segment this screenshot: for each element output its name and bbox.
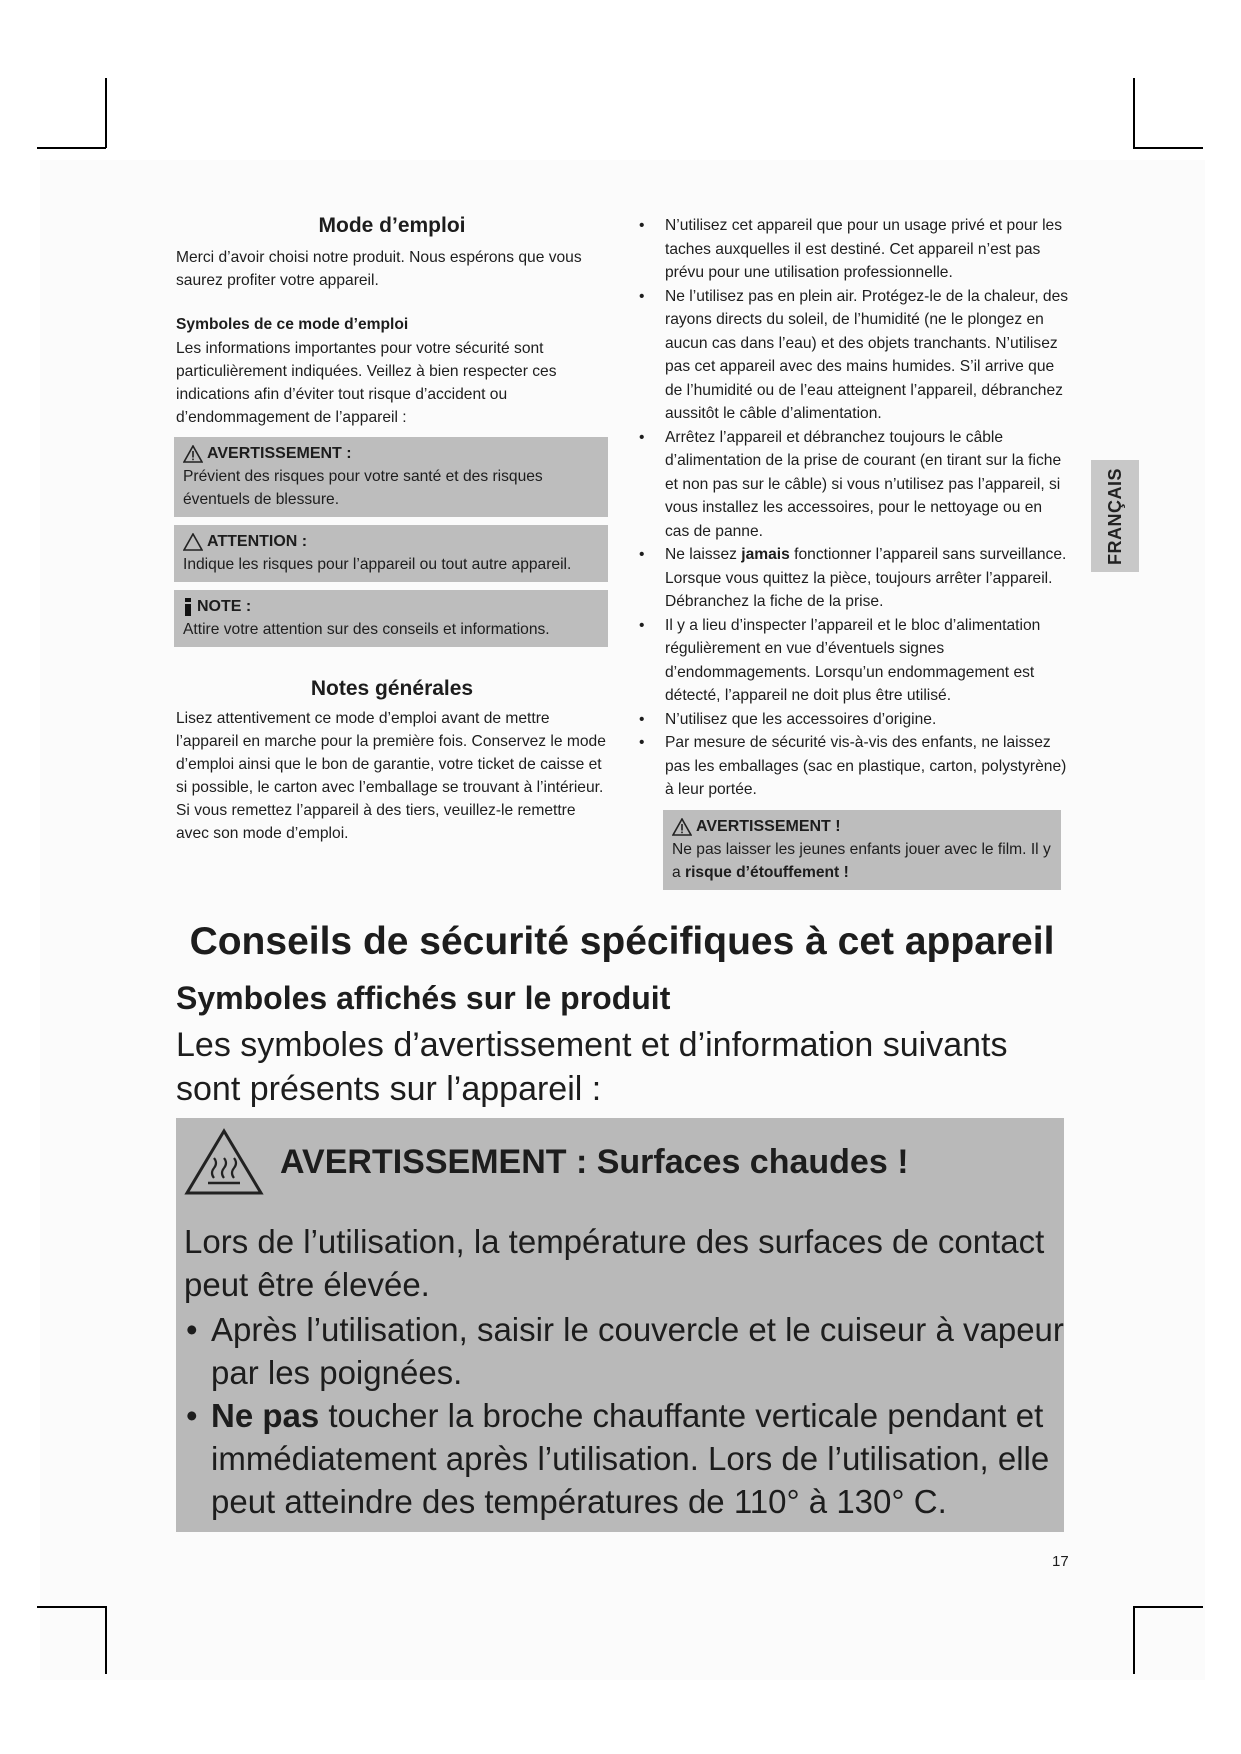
page-number: 17 <box>1052 1553 1069 1570</box>
crop-mark-tl-h <box>37 147 106 149</box>
hot-surface-icon <box>184 1128 264 1196</box>
list-item: • Ne l’utilisez pas en plein air. Protégez-le de la chaleur, des rayons directs du soleil, de l’humidité (ne le plongez en aucun cas dans l’eau) et des objets tranchants. N’utilisez pas cet appareil avec des mains humides. S’il arrive que de l’humidité ou de l’eau atteignent l’appareil, débranchez aussitôt le câble d’alimentation. <box>639 287 1069 422</box>
hot-surface-warning-box <box>176 1118 1064 1532</box>
hot-surface-bullets <box>184 1308 1064 1523</box>
left-column <box>176 214 608 845</box>
list-item: • Il y a lieu d’inspecter l’appareil et le bloc d’alimentation régulièrement en vue d’éventuels signes d’endommagements. Lorsqu’un endommagement est détecté, l’appareil ne doit plus être utilisé. <box>639 616 1041 704</box>
list-item: • Après l’utilisation, saisir le couvercle et le cuiseur à vapeur par les poignées. <box>186 1311 1064 1391</box>
film-warning-bold: risque d’étouffement ! <box>685 863 849 881</box>
crop-mark-br-v <box>1133 1606 1135 1674</box>
language-tab-label: FRANÇAIS <box>1104 467 1125 565</box>
list-item: • Ne laissez jamais fonctionner l’appareil sans surveillance. Lorsque vous quittez la pièce, toujours arrêter l’appareil. Débranchez la fiche de la prise. <box>639 546 1067 610</box>
box-warning <box>174 437 608 517</box>
film-warning-text: Ne pas laisser les jeunes enfants jouer avec le film. Il y a <box>672 840 1051 881</box>
film-warning-box <box>663 810 1061 890</box>
box-attention-title: ATTENTION : <box>207 533 308 550</box>
hot-surface-text: Lors de l’utilisation, la température des surfaces de contact peut être élevée. <box>184 1223 1045 1303</box>
list-item: • Arrêtez l’appareil et débranchez toujours le câble d’alimentation de la prise de courant (en tirant sur la fiche et non pas sur le câble) si vous n’utilisez pas l’appareil, si vous installez les accessoires, pour le nettoyage ou en cas de panne. <box>639 428 1062 540</box>
box-warning-text: Prévient des risques pour votre santé et des risques éventuels de blessure. <box>183 468 543 508</box>
crop-mark-bl-h <box>37 1606 106 1608</box>
general-title: Notes générales <box>310 677 474 700</box>
symbols-heading: Symboles de ce mode d’emploi <box>176 316 409 333</box>
attention-triangle-icon <box>183 533 203 551</box>
list-item: • N’utilisez que les accessoires d’origine. <box>639 710 937 728</box>
crop-mark-br-h <box>1133 1606 1203 1608</box>
info-icon <box>183 598 193 616</box>
right-column <box>636 214 1070 890</box>
box-attention <box>174 525 608 582</box>
mode-intro: Merci d’avoir choisi notre produit. Nous espérons que vous saurez profiter votre appareil. <box>176 249 582 289</box>
crop-mark-tr-h <box>1133 147 1203 149</box>
crop-mark-tl-v <box>105 78 107 148</box>
box-attention-text: Indique les risques pour l’appareil ou tout autre appareil. <box>183 556 572 573</box>
language-tab <box>1091 460 1139 572</box>
crop-mark-bl-v <box>105 1606 107 1674</box>
box-note-text: Attire votre attention sur des conseils et informations. <box>183 621 550 638</box>
list-item: • Ne pas toucher la broche chauffante verticale pendant et immédiatement après l’utilisation. Lors de l’utilisation, elle peut atteindre des températures de 110° à 130° C. <box>186 1397 1050 1520</box>
warning-icon <box>672 818 692 836</box>
warning-icon <box>183 445 203 463</box>
crop-mark-tr-v <box>1133 78 1135 148</box>
box-note <box>174 590 608 647</box>
list-item: • Par mesure de sécurité vis-à-vis des enfants, ne laissez pas les emballages (sac en plastique, carton, polystyrène) à leur portée. <box>639 734 1067 798</box>
safety-bullet-list <box>636 214 1070 802</box>
safety-subtitle: Symboles affichés sur le produit <box>176 980 671 1016</box>
film-warning-title: AVERTISSEMENT ! <box>696 817 841 835</box>
box-note-title: NOTE : <box>197 598 252 615</box>
safety-intro: Les symboles d’avertissement et d’information suivants sont présents sur l’appareil : <box>176 1026 1008 1108</box>
list-item: • N’utilisez cet appareil que pour un usage privé et pour les taches auxquelles il est destiné. Cet appareil n’est pas prévu pour une utilisation professionnelle. <box>639 217 1063 281</box>
hot-surface-title: AVERTISSEMENT : Surfaces chaudes ! <box>280 1142 909 1181</box>
general-text: Lisez attentivement ce mode d’emploi avant de mettre l’appareil en marche pour la première fois. Conservez le mode d’emploi ainsi que le bon de garantie, votre ticket de caisse et si possible, le carton avec l’emballage se trouvant à l’intérieur. Si vous remettez l’appareil à des tiers, veuillez-le remettre avec son mode d’emploi. <box>176 710 606 842</box>
box-warning-title: AVERTISSEMENT : <box>207 445 352 462</box>
mode-title: Mode d’emploi <box>318 214 466 237</box>
safety-title: Conseils de sécurité spécifiques à cet appareil <box>189 920 1055 963</box>
symbols-text: Les informations importantes pour votre sécurité sont particulièrement indiquées. Veillez à bien respecter ces indications afin d’éviter tout risque d’accident ou d’endommagement de l’appareil : <box>176 340 557 426</box>
